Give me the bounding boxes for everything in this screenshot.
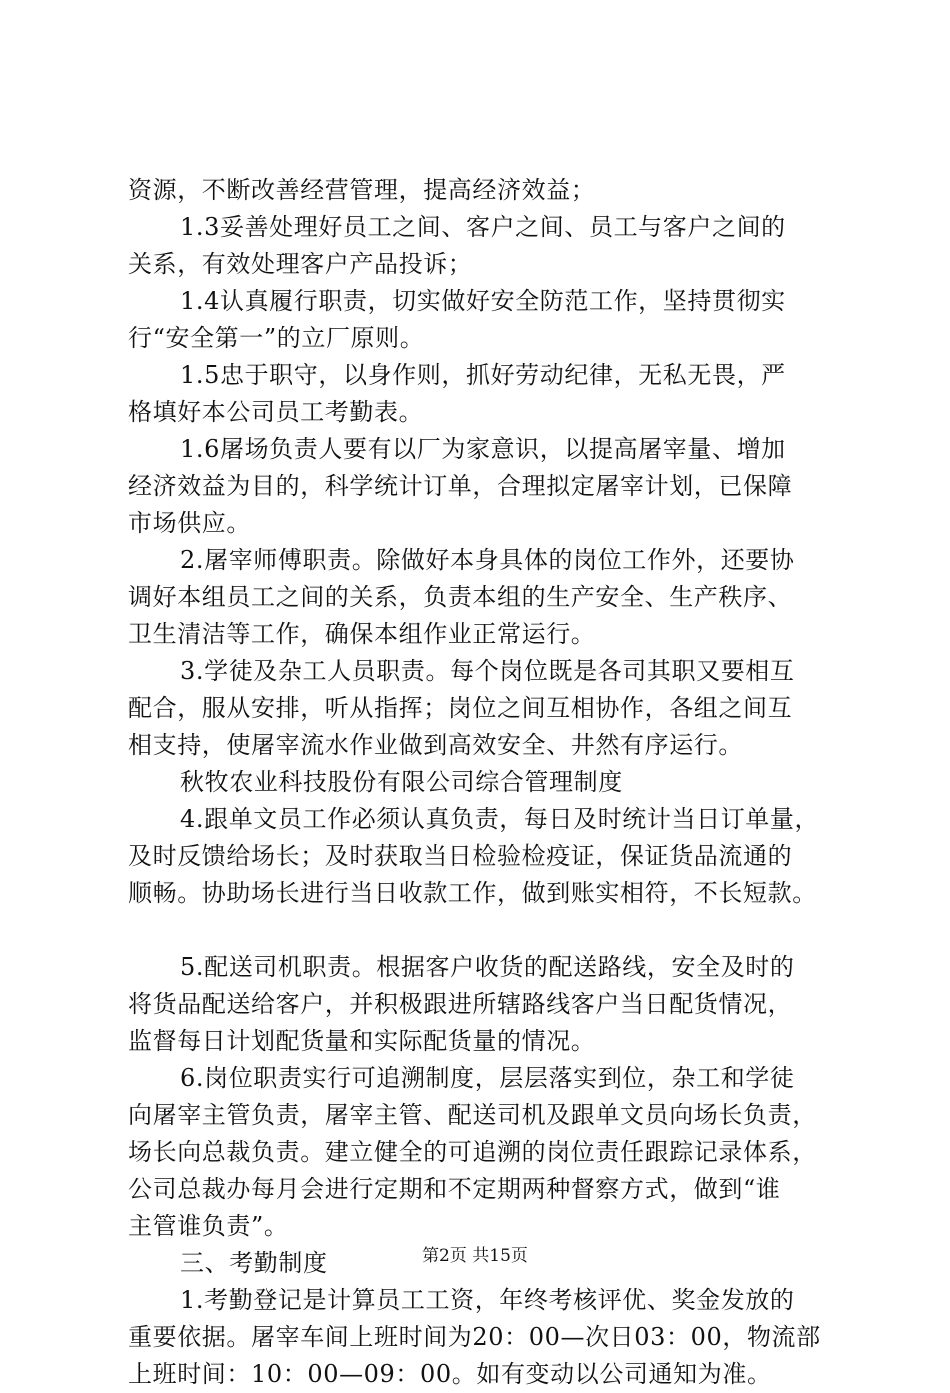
text-line: 行“安全第一”的立厂原则。 bbox=[128, 324, 425, 352]
paragraph-gap bbox=[128, 912, 833, 949]
text-line: 监督每日计划配货量和实际配货量的情况。 bbox=[128, 1027, 596, 1055]
text-line: 资源，不断改善经营管理，提高经济效益； bbox=[128, 176, 596, 204]
section-heading: 三、考勤制度 bbox=[180, 1249, 328, 1277]
text-line: 关系，有效处理客户产品投诉； bbox=[128, 250, 473, 278]
text-line: 上班时间：10：00—09：00。如有变动以公司通知为准。 bbox=[128, 1360, 772, 1388]
text-line: 将货品配送给客户，并积极跟进所辖路线客户当日配货情况， bbox=[128, 990, 793, 1018]
text-line: 重要依据。屠宰车间上班时间为20：00—次日03：00，物流部 bbox=[128, 1323, 821, 1351]
text-line: 场长向总裁负责。建立健全的可追溯的岗位责任跟踪记录体系， bbox=[128, 1138, 817, 1166]
text-line: 公司总裁办每月会进行定期和不定期两种督察方式，做到“谁 bbox=[128, 1175, 781, 1203]
text-line: 调好本组员工之间的关系，负责本组的生产安全、生产秩序、 bbox=[128, 583, 793, 611]
text-line: 1.考勤登记是计算员工工资，年终考核评优、奖金发放的 bbox=[180, 1286, 795, 1314]
text-line: 2.屠宰师傅职责。除做好本身具体的岗位工作外，还要协 bbox=[180, 546, 795, 574]
text-line: 1.4认真履行职责，切实做好安全防范工作，坚持贯彻实 bbox=[180, 287, 786, 315]
text-line: 主管谁负责”。 bbox=[128, 1212, 289, 1240]
text-line: 配合，服从安排，听从指挥；岗位之间互相协作，各组之间互 bbox=[128, 694, 793, 722]
text-line: 4.跟单文员工作必须认真负责，每日及时统计当日订单量， bbox=[180, 805, 820, 833]
text-line: 及时反馈给场长；及时获取当日检验检疫证，保证货品流通的 bbox=[128, 842, 793, 870]
text-line: 6.岗位职责实行可追溯制度，层层落实到位，杂工和学徒 bbox=[180, 1064, 795, 1092]
text-line: 顺畅。协助场长进行当日收款工作，做到账实相符，不长短款。 bbox=[128, 879, 817, 907]
text-line: 卫生清洁等工作，确保本组作业正常运行。 bbox=[128, 620, 596, 648]
text-line: 3.学徒及杂工人员职责。每个岗位既是各司其职又要相互 bbox=[180, 657, 795, 685]
section-heading: 秋牧农业科技股份有限公司综合管理制度 bbox=[180, 768, 623, 796]
text-line: 向屠宰主管负责，屠宰主管、配送司机及跟单文员向场长负责， bbox=[128, 1101, 817, 1129]
text-line: 5.配送司机职责。根据客户收货的配送路线，安全及时的 bbox=[180, 953, 795, 981]
text-line: 经济效益为目的，科学统计订单，合理拟定屠宰计划，已保障 bbox=[128, 472, 793, 500]
text-line: 1.3妥善处理好员工之间、客户之间、员工与客户之间的 bbox=[180, 213, 786, 241]
text-line: 1.6屠场负责人要有以厂为家意识，以提高屠宰量、增加 bbox=[180, 435, 786, 463]
document-body bbox=[128, 172, 833, 1393]
page-number-footer: 第2页 共15页 bbox=[422, 1246, 528, 1266]
text-line: 格填好本公司员工考勤表。 bbox=[128, 398, 424, 426]
text-line: 市场供应。 bbox=[128, 509, 251, 537]
text-line: 1.5忠于职守，以身作则，抓好劳动纪律，无私无畏，严 bbox=[180, 361, 786, 389]
text-line: 相支持，使屠宰流水作业做到高效安全、井然有序运行。 bbox=[128, 731, 743, 759]
